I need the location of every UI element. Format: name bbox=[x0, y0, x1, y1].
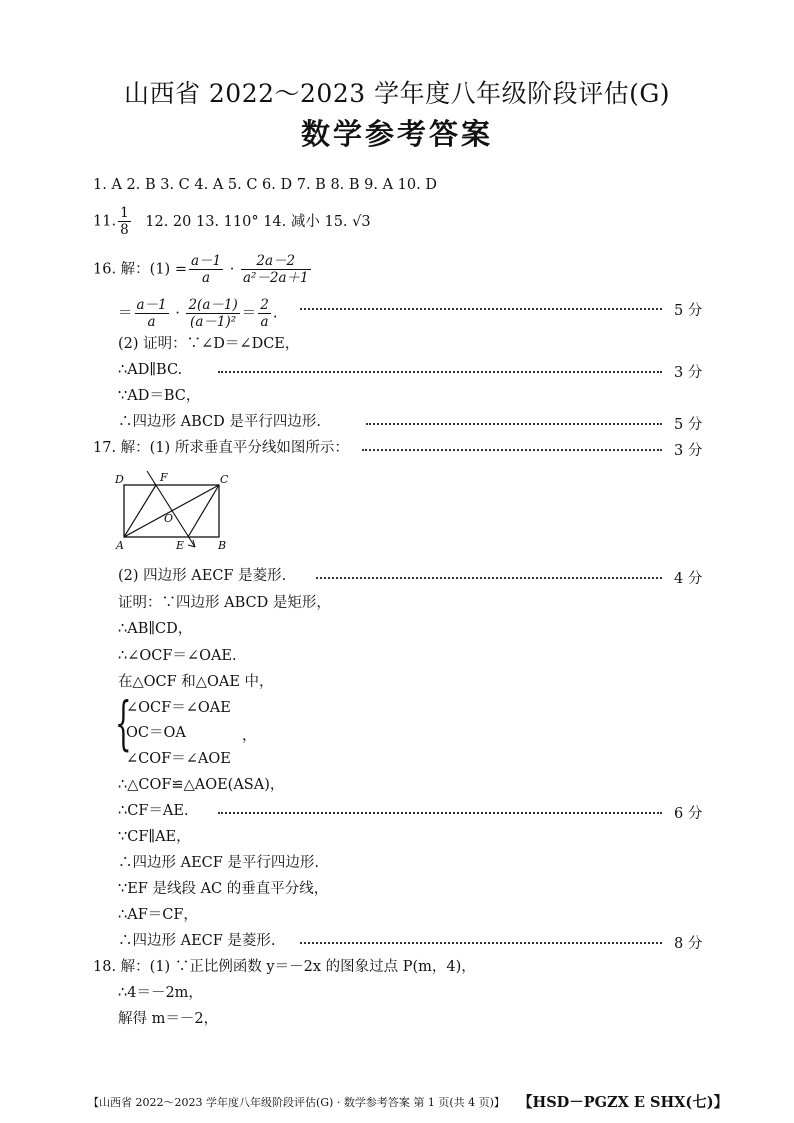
q16-frac1-den: a bbox=[202, 270, 211, 286]
q17-line10: ∴四边形 AECF 是平行四边形. bbox=[118, 855, 320, 871]
system-line2: OC＝OA bbox=[126, 725, 186, 741]
q16-line2 bbox=[118, 297, 277, 330]
q16-frac5-num: 2 bbox=[260, 297, 269, 313]
q16-frac4-den: (a－1)² bbox=[190, 314, 237, 330]
fill-frac-num: 1 bbox=[120, 205, 129, 221]
label-b: B bbox=[218, 539, 227, 552]
leader-dots bbox=[218, 812, 662, 814]
fill-prefix: 11. bbox=[93, 213, 117, 230]
q16-frac3 bbox=[135, 297, 169, 330]
q16-eq1: ＝ bbox=[118, 305, 133, 322]
q16-frac2-num: 2a－2 bbox=[241, 253, 311, 270]
leader-dots bbox=[300, 942, 662, 944]
fill-fraction bbox=[118, 205, 131, 238]
q16-eq2: ＝ bbox=[241, 305, 257, 322]
perpendicular-bisector bbox=[147, 471, 195, 547]
fill-answers bbox=[93, 205, 371, 238]
q16-frac5 bbox=[258, 297, 271, 330]
system-comma: ， bbox=[242, 728, 257, 744]
label-f: F bbox=[160, 471, 168, 484]
score-label: 4 分 bbox=[674, 571, 703, 587]
system-line1: ∠OCF＝∠OAE bbox=[126, 700, 231, 716]
q16-line4: ∴AD∥BC. bbox=[118, 362, 183, 378]
label-a: A bbox=[116, 539, 124, 552]
mc-answers: 1. A 2. B 3. C 4. A 5. C 6. D 7. B 8. B 9. A 10. D bbox=[93, 177, 437, 193]
score-label: 3 分 bbox=[674, 443, 703, 459]
q17-line3: 证明：∵四边形 ABCD 是矩形， bbox=[118, 595, 331, 611]
label-d: D bbox=[115, 473, 124, 486]
system-brace: { bbox=[115, 689, 132, 757]
q17-line13: ∴四边形 AECF 是菱形. bbox=[118, 933, 276, 949]
score-label: 5 分 bbox=[674, 303, 703, 319]
q16-frac1 bbox=[189, 253, 223, 286]
q18-line3: 解得 m＝－2， bbox=[118, 1011, 219, 1027]
fill-rest: 12. 20 13. 110° 14. 减小 15. √3 bbox=[145, 213, 371, 230]
q16-dot: · bbox=[229, 261, 235, 278]
q16-frac2-den: a²－2a＋1 bbox=[242, 270, 309, 286]
label-o: O bbox=[164, 512, 174, 525]
leader-dots bbox=[300, 308, 662, 310]
q16-frac3-den: a bbox=[147, 314, 156, 330]
score-label: 8 分 bbox=[674, 936, 703, 952]
q17-line8: ∴CF＝AE. bbox=[118, 803, 189, 819]
q16-end: . bbox=[272, 305, 278, 322]
leader-dots bbox=[366, 423, 662, 425]
q17-line12: ∴AF＝CF， bbox=[118, 907, 198, 923]
q16-frac4-num: 2(a－1) bbox=[188, 297, 238, 313]
footer-code: 【HSD－PGZX E SHX(七)】 bbox=[518, 1094, 729, 1111]
q16-frac3-num: a－1 bbox=[136, 297, 167, 313]
q18-line1: 18. 解：(1) ∵正比例函数 y＝－2x 的图象过点 P(m，4)， bbox=[93, 959, 476, 975]
q17-line7: ∴△COF≌△AOE(ASA)， bbox=[118, 777, 285, 793]
q16-line5: ∵AD＝BC， bbox=[118, 388, 201, 404]
leader-dots bbox=[316, 577, 662, 579]
label-c: C bbox=[220, 473, 229, 486]
score-label: 3 分 bbox=[674, 365, 703, 381]
q16-frac5-den: a bbox=[260, 314, 269, 330]
leader-dots bbox=[218, 371, 662, 373]
q16-dot2: · bbox=[175, 305, 180, 322]
label-e: E bbox=[176, 539, 185, 552]
q17-line4: ∴AB∥CD， bbox=[118, 621, 193, 637]
q16-line3: (2) 证明：∵∠D＝∠DCE， bbox=[118, 336, 300, 352]
segment-ec bbox=[188, 485, 219, 537]
leader-dots bbox=[362, 449, 662, 451]
q16-frac4 bbox=[186, 297, 239, 330]
q16-prefix: 16. 解：(1) = bbox=[93, 261, 187, 278]
q18-line2: ∴4＝－2m， bbox=[118, 985, 203, 1001]
q17-line1: 17. 解：(1) 所求垂直平分线如图所示： bbox=[93, 440, 349, 456]
geometry-figure bbox=[112, 465, 230, 555]
q16-frac1-num: a－1 bbox=[190, 253, 222, 269]
q17-line9: ∵CF∥AE， bbox=[118, 829, 191, 845]
q17-line11: ∵EF 是线段 AC 的垂直平分线， bbox=[118, 881, 329, 897]
q16-line6: ∴四边形 ABCD 是平行四边形. bbox=[118, 414, 321, 430]
score-label: 6 分 bbox=[674, 806, 703, 822]
fill-frac-den: 8 bbox=[120, 222, 129, 238]
page-footer: 【山西省 2022～2023 学年度八年级阶段评估(G) · 数学参考答案 第 1 页(共 4 页)】 bbox=[88, 1096, 505, 1109]
system-line3: ∠COF＝∠AOE bbox=[126, 751, 231, 767]
q16-line1 bbox=[93, 253, 313, 286]
page-title: 山西省 2022～2023 学年度八年级阶段评估(G) bbox=[123, 79, 671, 108]
q16-frac2 bbox=[241, 253, 311, 286]
diagonal-ac bbox=[124, 485, 219, 537]
score-label: 5 分 bbox=[674, 417, 703, 433]
q17-line5: ∴∠OCF＝∠OAE. bbox=[118, 648, 237, 664]
q17-line6: 在△OCF 和△OAE 中， bbox=[118, 674, 274, 690]
page-subtitle: 数学参考答案 bbox=[300, 117, 493, 151]
q17-line2: (2) 四边形 AECF 是菱形. bbox=[118, 568, 287, 584]
segment-af bbox=[124, 485, 156, 537]
